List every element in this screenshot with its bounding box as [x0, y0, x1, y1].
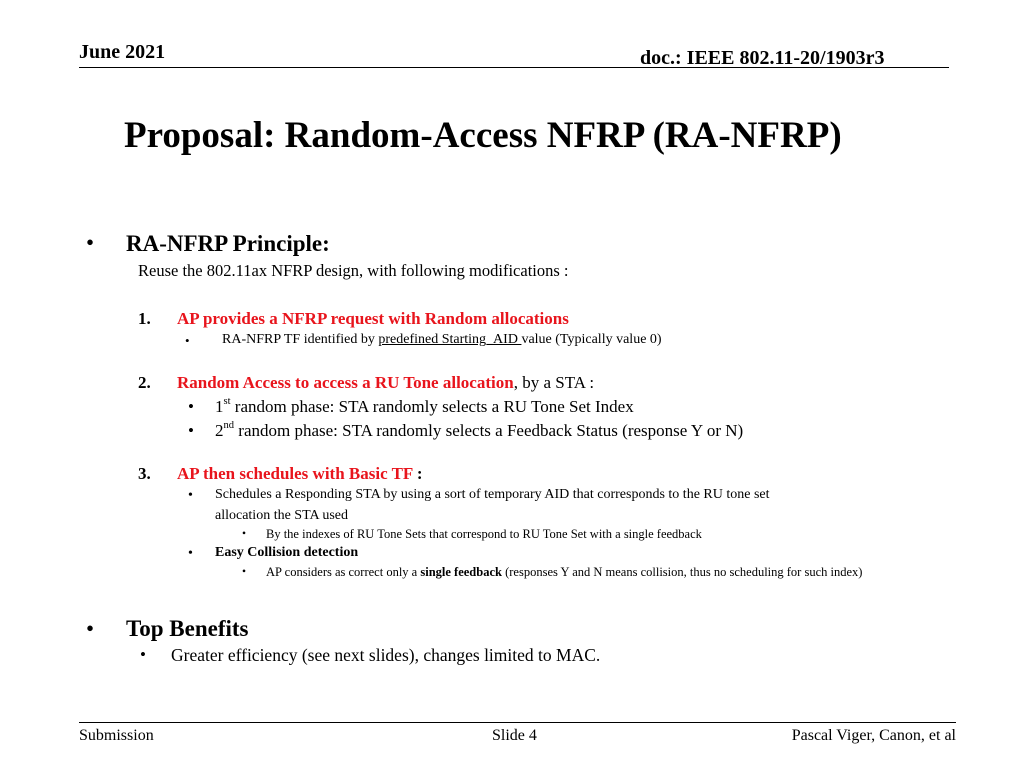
footer-left: Submission [79, 727, 154, 744]
item3-schedule-line1: Schedules a Responding STA by using a sort of temporary AID that corresponds to the RU tone set [215, 487, 770, 502]
header-divider [79, 67, 949, 68]
item3-collision-heading: Easy Collision detection [215, 545, 359, 560]
footer-divider [79, 722, 956, 723]
footer-authors: Pascal Viger, Canon, et al [791, 727, 956, 744]
principle-bullet: • [86, 230, 95, 255]
benefits-sub-marker: • [140, 645, 146, 664]
principle-heading: RA-NFRP Principle: [126, 231, 330, 256]
item2-heading: Random Access to access a RU Tone allocation, by a STA : [177, 373, 595, 392]
item1-heading: AP provides a NFRP request with Random allocations [177, 309, 569, 328]
item3-schedule-sub-marker: • [242, 528, 247, 540]
header-doc-id: doc.: IEEE 802.11-20/1903r3 [640, 47, 885, 69]
item2-bullet-1-marker: • [188, 397, 194, 416]
item1-sub-text: RA-NFRP TF identified by predefined Starting_AID value (Typically value 0) [222, 332, 662, 347]
item2-bullet-2-marker: • [188, 421, 194, 440]
item2-bullet-2: 2nd random phase: STA randomly selects a Feedback Status (response Y or N) [215, 420, 744, 440]
item3-collision-marker: • [188, 546, 193, 561]
item3-heading: AP then schedules with Basic TF : [177, 464, 423, 483]
benefits-bullet: • [86, 616, 95, 641]
item2-bullet-1: 1st random phase: STA randomly selects a RU Tone Set Index [215, 396, 634, 416]
item3-number: 3. [138, 464, 151, 483]
item1-number: 1. [138, 309, 151, 328]
item3-schedule-marker: • [188, 488, 193, 503]
item2-number: 2. [138, 373, 151, 392]
slide-number: Slide 4 [492, 727, 537, 744]
principle-intro: Reuse the 802.11ax NFRP design, with following modifications : [138, 261, 569, 280]
item3-collision-sub-marker: • [242, 566, 247, 578]
item3-collision-sub: AP considers as correct only a single feedback (responses Y and N means collision, thus no scheduling for such index) [266, 565, 863, 579]
item1-sub-bullet: • [185, 333, 190, 348]
item3-schedule-line2: allocation the STA used [215, 508, 349, 523]
benefits-heading: Top Benefits [126, 616, 249, 641]
item3-schedule-sub: By the indexes of RU Tone Sets that correspond to RU Tone Set with a single feedback [266, 527, 702, 541]
slide-title: Proposal: Random-Access NFRP (RA-NFRP) [124, 115, 842, 156]
benefits-sub: Greater efficiency (see next slides), changes limited to MAC. [171, 645, 601, 665]
header-date: June 2021 [79, 41, 166, 63]
starting-aid-underline: predefined Starting_AID [378, 332, 522, 347]
